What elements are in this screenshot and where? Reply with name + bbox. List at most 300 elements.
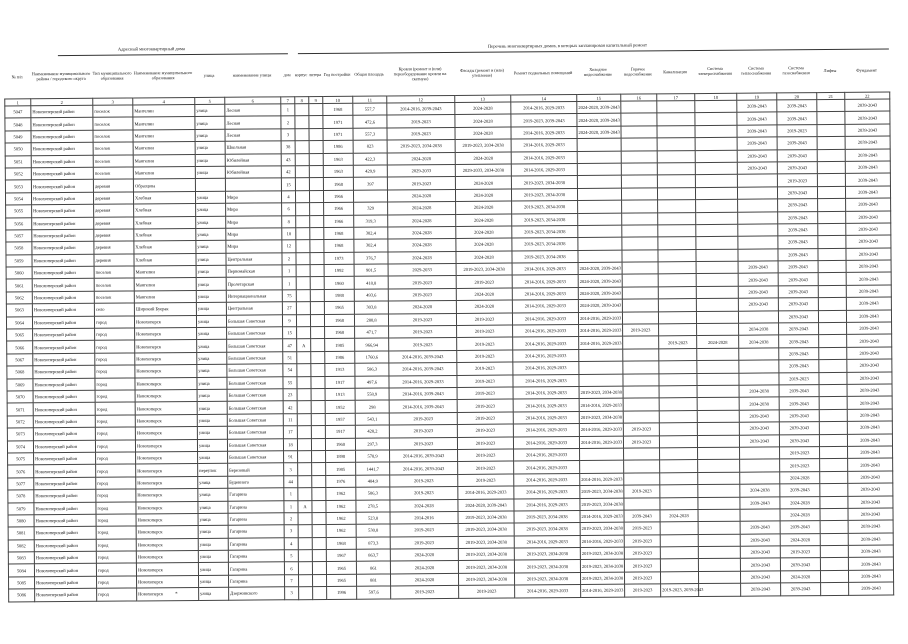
table-cell: [659, 324, 697, 337]
table-cell: 2024-2028: [390, 499, 458, 512]
table-cell: 2039-2043: [737, 149, 777, 162]
table-cell: город: [95, 427, 135, 440]
table-cell: 2014-2016, 2029-2033: [511, 163, 577, 176]
table-cell: 2014-2016, 2029-2033: [513, 325, 579, 338]
table-cell: 2019-2023: [457, 399, 513, 412]
table-cell: 2019-2023: [780, 546, 820, 559]
table-cell: 2039-2043: [778, 248, 818, 261]
table-cell: Новохоперский район: [31, 155, 93, 168]
table-cell: [695, 125, 737, 138]
table-cell: 5082: [8, 539, 34, 552]
table-cell: улица: [197, 352, 227, 365]
table-cell: 2024-2028: [387, 152, 455, 165]
table-cell: 2014-2016, 2029-2033: [512, 300, 578, 313]
table-cell: 2019-2023: [387, 115, 455, 128]
table-cell: 2019-2023: [623, 324, 659, 337]
table-cell: [310, 240, 324, 253]
table-cell: 8: [282, 215, 296, 228]
table-cell: [621, 126, 657, 139]
column-header: Система теплоснабжения: [741, 65, 772, 76]
table-cell: 2029-2033: [388, 264, 456, 277]
table-cell: [659, 410, 697, 423]
table-cell: 2024-2028: [780, 496, 820, 509]
table-cell: улица: [198, 538, 228, 551]
table-cell: [818, 211, 846, 224]
table-cell: 5058: [6, 242, 32, 255]
table-cell: [298, 463, 312, 476]
table-cell: Образцова: [133, 179, 195, 192]
table-cell: [623, 386, 659, 399]
table-cell: Гагарина: [228, 550, 284, 563]
table-cell: 2039-2043: [846, 260, 891, 273]
table-cell: Школьная: [225, 141, 281, 154]
table-cell: Новохоперский район: [33, 328, 95, 341]
table-cell: [580, 460, 624, 473]
table-cell: [623, 336, 659, 349]
table-cell: 1976: [326, 475, 356, 488]
table-cell: 2019-2023: [457, 412, 513, 425]
table-cell: 2014-2016, 2029-2033: [511, 101, 577, 114]
table-cell: 2034-2038: [739, 323, 779, 336]
table-cell: 2014-2016, 2029-2033: [511, 126, 577, 139]
table-cell: [658, 237, 696, 250]
table-cell: Новохоперский район: [32, 242, 94, 255]
table-cell: [657, 163, 695, 176]
table-cell: Большая Советская: [227, 389, 283, 402]
table-cell: 2024-2028: [455, 114, 511, 127]
table-cell: [697, 360, 739, 373]
table-cell: 2039-2043: [737, 137, 777, 150]
table-cell: деревня: [94, 254, 134, 267]
table-cell: 2019-2023: [389, 338, 457, 351]
table-cell: [818, 236, 846, 249]
table-cell: [298, 537, 312, 550]
table-cell: Юбилейная: [225, 153, 281, 166]
table-cell: [697, 373, 739, 386]
table-cell: 5047: [5, 106, 31, 119]
table-cell: [623, 411, 659, 424]
table-cell: улица: [197, 377, 227, 390]
table-cell: [577, 138, 621, 151]
table-cell: Новохоперский район: [34, 514, 96, 527]
table-cell: [660, 472, 698, 485]
table-cell: Широкий Буерак: [134, 303, 196, 316]
table-cell: 2039-2043: [778, 199, 818, 212]
table-cell: [819, 397, 847, 410]
table-cell: [310, 252, 324, 265]
column-header: Система газоснабжения: [782, 65, 810, 76]
table-cell: [696, 286, 738, 299]
table-cell: Гагарина: [228, 562, 284, 575]
table-cell: 297,3: [355, 438, 389, 451]
table-cell: 2014-2016, 2029-2033: [514, 448, 580, 461]
table-cell: [818, 273, 846, 286]
table-cell: [621, 101, 657, 114]
table-cell: 2019-2023: [659, 336, 697, 349]
table-cell: [578, 237, 622, 250]
table-cell: 2024-2028: [780, 570, 820, 583]
table-cell: [309, 116, 323, 129]
table-cell: 2019-2023: [624, 522, 660, 535]
table-cell: 3: [281, 128, 295, 141]
table-cell: 2019-2023: [391, 586, 459, 599]
table-cell: [820, 545, 848, 558]
table-cell: [698, 546, 740, 559]
table-cell: [353, 190, 387, 203]
table-cell: деревня: [93, 192, 133, 205]
table-cell: 1968: [323, 103, 353, 116]
table-cell: [309, 178, 323, 191]
table-cell: [309, 190, 323, 203]
table-cell: 2039-2043: [781, 583, 821, 596]
table-cell: город: [95, 365, 135, 378]
table-cell: улица: [195, 191, 225, 204]
table-cell: 2019-2023: [459, 585, 515, 598]
table-cell: 2039-2043: [740, 534, 780, 547]
table-cell: [296, 265, 310, 278]
table-cell: 422,3: [353, 153, 387, 166]
table-cell: 2039-2043: [780, 558, 820, 571]
table-cell: 2039-2043: [739, 434, 779, 447]
column-number: 7: [281, 97, 295, 104]
table-cell: 2024-2028, 2039-2043: [578, 275, 622, 288]
table-cell: 5051: [5, 155, 31, 168]
table-cell: 2019-2023, 2034-2038: [514, 523, 580, 536]
table-cell: деревня: [93, 179, 133, 192]
table-cell: 5054: [5, 193, 31, 206]
table-cell: 2024-2028: [388, 239, 456, 252]
table-cell: Новохоперский район: [31, 130, 93, 143]
table-cell: [738, 311, 778, 324]
table-cell: [297, 351, 311, 364]
table-cell: 2019-2023, 2034-2038: [580, 560, 624, 573]
table-cell: 2014-2016, 2029-2033: [514, 461, 580, 474]
table-cell: [311, 388, 325, 401]
table-cell: Новохоперский район: [32, 254, 94, 267]
table-cell: Новохоперск: [136, 551, 198, 564]
column-header: Наименование муниципального района / городского округа: [31, 70, 91, 82]
table-cell: улица: [196, 290, 226, 303]
table-cell: 2039-2043: [740, 496, 780, 509]
table-cell: 2039-2043: [849, 582, 894, 595]
table-cell: Новохоперск: [134, 315, 196, 328]
table-cell: 2019-2023: [623, 423, 659, 436]
table-cell: 2024-2028: [455, 189, 511, 202]
table-cell: 2019-2023: [777, 174, 817, 187]
table-cell: 2039-2043: [848, 446, 893, 459]
table-cell: [297, 438, 311, 451]
table-cell: [657, 138, 695, 151]
table-cell: 2039-2043: [848, 570, 893, 583]
table-cell: 2019-2023: [624, 559, 660, 572]
table-cell: [579, 374, 623, 387]
column-header: Год постройки: [323, 71, 351, 77]
table-cell: Центральная: [226, 253, 282, 266]
table-cell: 2024-2028, 2039-2043: [458, 499, 514, 512]
table-cell: 2039-2043: [737, 112, 777, 125]
table-cell: 2024-2028, 2039-2043: [578, 287, 622, 300]
table-cell: [621, 188, 657, 201]
table-cell: 2019-2023: [389, 325, 457, 338]
table-cell: 5062: [6, 292, 32, 305]
table-cell: [312, 512, 326, 525]
table-cell: [695, 137, 737, 150]
table-cell: 2039-2043: [740, 571, 780, 584]
table-cell: [298, 550, 312, 563]
table-cell: 2024-2028, 2039-2043: [578, 262, 622, 275]
table-cell: [818, 223, 846, 236]
table-cell: [697, 435, 739, 448]
table-cell: 1992: [324, 264, 354, 277]
table-cell: улица: [197, 414, 227, 427]
table-cell: улица: [196, 303, 226, 316]
table-cell: [578, 225, 622, 238]
table-cell: 5060: [6, 267, 32, 280]
table-cell: 1996: [327, 586, 357, 599]
table-cell: [312, 525, 326, 538]
table-cell: [820, 459, 848, 472]
table-cell: [310, 314, 324, 327]
table-cell: [658, 286, 696, 299]
table-cell: [697, 323, 739, 336]
table-cell: [819, 322, 847, 335]
table-cell: [820, 521, 848, 534]
table-cell: 2019-2023: [456, 275, 512, 288]
table-cell: Гагарина: [228, 500, 284, 513]
table-cell: город: [96, 539, 136, 552]
table-cell: 2019-2023, 2034-2038: [456, 263, 512, 276]
table-cell: 280,8: [354, 314, 388, 327]
table-cell: 2039-2043: [737, 162, 777, 175]
table-cell: Мангелин: [133, 104, 195, 117]
table-cell: [817, 124, 845, 137]
column-number: 18: [695, 93, 737, 100]
table-cell: 2014-2016, 2029-2033: [514, 535, 580, 548]
table-cell: [295, 128, 309, 141]
column-header: улица: [203, 72, 215, 78]
table-cell: [296, 302, 310, 315]
table-cell: 1968: [324, 240, 354, 253]
table-cell: [577, 188, 621, 201]
table-cell: 1986: [323, 140, 353, 153]
table-cell: 1966: [323, 190, 353, 203]
column-header: Общая площадь: [354, 71, 384, 77]
table-cell: 2039-2043: [737, 100, 777, 113]
table-cell: 7: [284, 575, 298, 588]
table-cell: Мангелин: [134, 290, 196, 303]
table-cell: Мангелин: [133, 117, 195, 130]
table-cell: [659, 348, 697, 361]
table-cell: 2014-2016, 2029-2033: [514, 473, 580, 486]
table-cell: [310, 227, 324, 240]
table-cell: [297, 426, 311, 439]
table-cell: 2024-2028: [780, 508, 820, 521]
table-cell: [818, 199, 846, 212]
table-cell: [195, 179, 225, 192]
table-cell: 2014-2016, 2039-2043: [389, 363, 457, 376]
table-cell: 2019-2023, 2034-2038: [512, 201, 578, 214]
table-cell: [738, 224, 778, 237]
table-cell: Лесная: [225, 129, 281, 142]
table-cell: 2014-2016, 2029-2033: [579, 337, 623, 350]
table-cell: 2039-2043: [778, 310, 818, 323]
table-cell: 2029-2033, 2034-2038: [455, 164, 511, 177]
table-cell: Мира: [226, 228, 282, 241]
table-cell: 2039-2043: [738, 261, 778, 274]
table-cell: 42: [281, 166, 295, 179]
table-cell: 2019-2023, 2034-2038: [458, 511, 514, 524]
table-cell: улица: [198, 476, 228, 489]
table-cell: 1913: [325, 363, 355, 376]
table-cell: город: [96, 551, 136, 564]
table-cell: Лесная: [225, 104, 281, 117]
table-cell: 2024-2028, 2039-2043: [578, 299, 622, 312]
table-cell: [310, 302, 324, 315]
table-cell: Гагарина: [228, 537, 284, 550]
table-cell: 2024-2028: [456, 288, 512, 301]
column-number: 14: [511, 94, 577, 102]
table-cell: 2039-2043: [846, 211, 891, 224]
table-cell: Новохоперский район: [32, 279, 94, 292]
table-cell: 2014-2016, 2029-2033: [511, 151, 577, 164]
table-cell: Дзержинского: [229, 587, 285, 600]
table-cell: [818, 260, 846, 273]
table-cell: 15: [281, 178, 295, 191]
table-cell: 2024-2028: [387, 189, 455, 202]
column-header: корпус: [294, 71, 308, 77]
table-cell: [295, 178, 309, 191]
table-cell: 5055: [6, 205, 32, 218]
table-cell: [820, 558, 848, 571]
table-cell: 2014-2016, 2029-2033: [580, 535, 624, 548]
table-cell: 1986: [325, 351, 355, 364]
column-number: 5: [195, 97, 225, 104]
table-cell: [312, 537, 326, 550]
table-cell: [312, 550, 326, 563]
table-cell: [658, 311, 696, 324]
table-cell: 5048: [5, 118, 31, 131]
table-cell: [658, 249, 696, 262]
table-cell: [295, 116, 309, 129]
table-cell: [621, 163, 657, 176]
table-cell: [579, 361, 623, 374]
table-cell: 1966: [324, 215, 354, 228]
table-cell: [622, 262, 658, 275]
table-cell: поселок: [94, 291, 134, 304]
table-cell: 2019-2023: [390, 524, 458, 537]
table-cell: 2019-2023, 2034-2038: [458, 523, 514, 536]
column-number: 4: [133, 97, 195, 104]
table-cell: 2014-2016, 2029-2033: [579, 436, 623, 449]
table-cell: [298, 525, 312, 538]
table-cell: улица: [195, 166, 225, 179]
table-cell: [623, 349, 659, 362]
table-cell: [696, 298, 738, 311]
table-cell: 2039-2043: [846, 248, 891, 261]
table-cell: 2014-2016, 2039-2043: [390, 462, 458, 475]
table-cell: 5085: [9, 577, 35, 590]
table-cell: Новохоперский район: [32, 291, 94, 304]
table-cell: [295, 166, 309, 179]
table-cell: 2014-2016, 2029-2033: [515, 585, 581, 598]
table-cell: 5079: [8, 502, 34, 515]
table-cell: [738, 211, 778, 224]
table-cell: [819, 384, 847, 397]
table-cell: 2039-2043: [779, 360, 819, 373]
table-cell: 493,6: [354, 289, 388, 302]
table-cell: [696, 261, 738, 274]
table-cell: [660, 571, 698, 584]
table-cell: Большая Советская: [226, 314, 282, 327]
table-cell: 2019-2023, 2034-2038: [580, 547, 624, 560]
table-cell: 471,7: [355, 326, 389, 339]
table-cell: Большая Советская: [227, 327, 283, 340]
table-cell: 2039-2043: [846, 273, 891, 286]
table-cell: 2019-2023: [457, 325, 513, 338]
table-cell: [659, 373, 697, 386]
table-cell: 5086: [9, 589, 35, 602]
table-cell: Новохоперский район: [33, 427, 95, 440]
table-cell: 2019-2023: [389, 425, 457, 438]
table-cell: 2014-2016, 2039-2043: [387, 102, 455, 115]
table-cell: улица: [196, 253, 226, 266]
table-cell: [697, 348, 739, 361]
table-cell: [298, 512, 312, 525]
table-cell: 484,9: [356, 475, 390, 488]
table-cell: улица: [195, 104, 225, 117]
table-cell: [657, 113, 695, 126]
table-cell: Центральная: [226, 302, 282, 315]
table-cell: [312, 574, 326, 587]
table-cell: 15: [283, 327, 297, 340]
table-cell: 2019-2023, 2034-2038: [579, 386, 623, 399]
table-cell: 27: [282, 302, 296, 315]
table-cell: 5083: [8, 552, 34, 565]
table-cell: [660, 460, 698, 473]
table-cell: город: [97, 588, 137, 601]
table-cell: 2019-2023: [780, 447, 820, 460]
table-cell: поселок: [94, 266, 134, 279]
table-cell: Новохоперский район: [33, 378, 95, 391]
table-cell: 557,3: [353, 128, 387, 141]
table-cell: Новохоперский район: [34, 465, 96, 478]
table-cell: 2019-2023, 2034-2038: [514, 510, 580, 523]
table-cell: 2019-2023, 2034-2038: [458, 536, 514, 549]
table-cell: [311, 339, 325, 352]
table-cell: [309, 103, 323, 116]
table-cell: 2039-2043: [777, 186, 817, 199]
table-cell: город: [95, 390, 135, 403]
table-cell: 2039-2043: [845, 111, 890, 124]
column-number: 22: [845, 92, 890, 99]
table-cell: 1898: [326, 450, 356, 463]
table-cell: [296, 228, 310, 241]
table-cell: [622, 299, 658, 312]
table-cell: 2039-2043: [847, 396, 892, 409]
column-number: 2: [31, 98, 93, 105]
table-cell: 2039-2043: [740, 521, 780, 534]
table-cell: 2039-2043: [738, 286, 778, 299]
table-cell: город: [95, 378, 135, 391]
table-cell: 2019-2023: [387, 177, 455, 190]
table-cell: 2019-2023, 2034-2038: [580, 485, 624, 498]
table-cell: [658, 299, 696, 312]
table-cell: 5077: [8, 477, 34, 490]
table-cell: 2019-2023, 2034-2038: [512, 250, 578, 263]
table-cell: [659, 435, 697, 448]
table-cell: [695, 187, 737, 200]
table-cell: [657, 125, 695, 138]
